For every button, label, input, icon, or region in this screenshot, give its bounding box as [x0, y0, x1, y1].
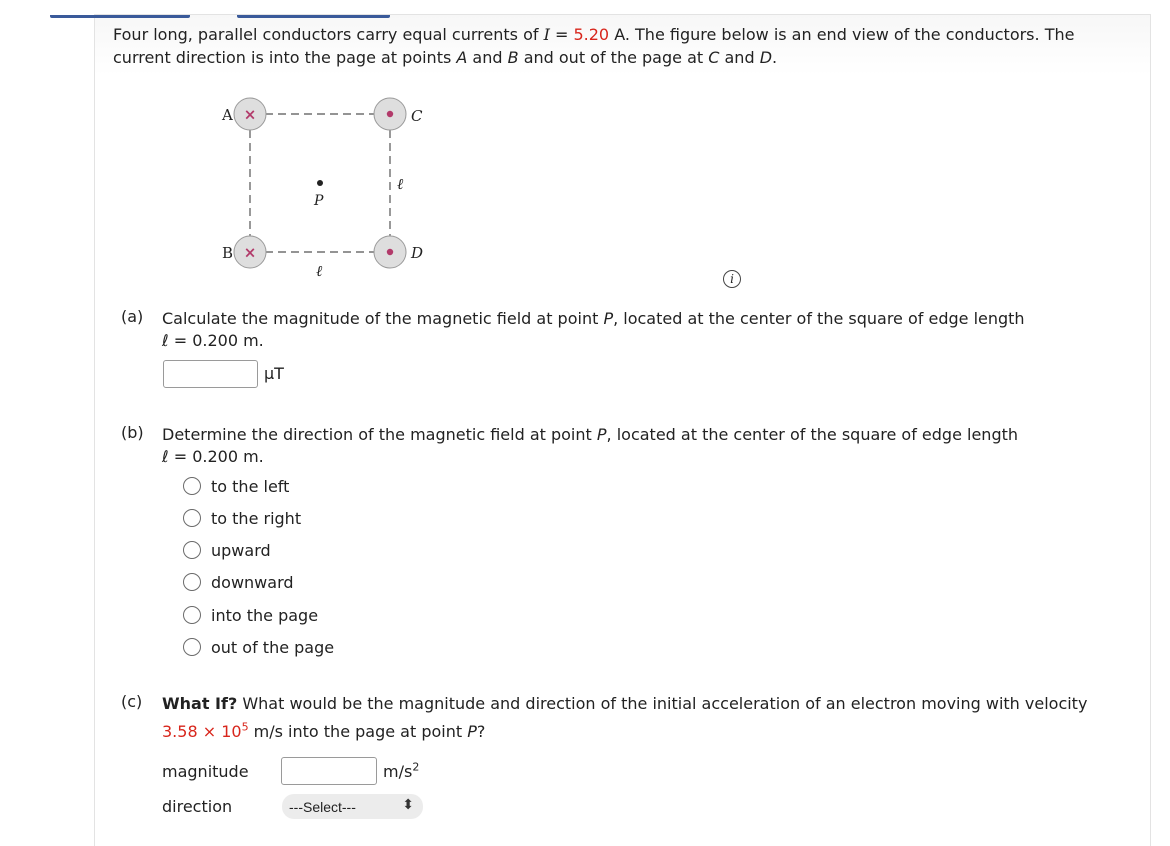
conductor-d	[374, 236, 406, 268]
radio-right[interactable]	[183, 509, 201, 527]
option-downward-label: downward	[211, 572, 294, 592]
select-chevron-icon: ⬍	[402, 796, 414, 812]
problem-statement-line2: current direction is into the page at points A and B and out of the page at C and D.	[113, 48, 778, 67]
part-c-label: (c)	[121, 692, 143, 711]
direction-label: direction	[162, 797, 233, 816]
option-out-of-page-label: out of the page	[211, 637, 335, 657]
out-of-page-icon-c	[387, 111, 393, 117]
option-downward[interactable]	[183, 570, 294, 594]
part-b-label: (b)	[121, 423, 144, 442]
label-c: C	[411, 107, 423, 125]
label-b: B	[222, 244, 234, 262]
direction-select-value: ---Select---	[289, 798, 356, 815]
conductor-c	[374, 98, 406, 130]
label-p: P	[314, 193, 324, 209]
label-d: D	[411, 244, 424, 262]
conductor-b	[234, 236, 266, 268]
label-a: A	[222, 106, 233, 124]
part-c-question-line1: What If? What would be the magnitude and direction of the initial acceleration of an electron moving with velocity	[162, 694, 1088, 713]
edge-length-label-bottom: ℓ	[316, 262, 323, 280]
edge-length-label-right: ℓ	[397, 175, 404, 193]
info-icon[interactable]: i	[723, 270, 741, 288]
part-c-question-line2: $3.58 \times 10^5$ m/s into the page at point P?	[162, 720, 486, 741]
direction-select[interactable]	[282, 794, 423, 819]
acceleration-magnitude-input[interactable]	[281, 757, 377, 785]
option-out-of-page[interactable]	[183, 635, 334, 659]
option-upward[interactable]	[183, 538, 271, 562]
option-left-label: to the left	[211, 476, 290, 496]
prev-tab-indicator	[50, 15, 190, 18]
part-a-question-line2: ℓ = 0.200 m.	[162, 331, 264, 350]
magnetic-field-input[interactable]	[163, 360, 258, 388]
part-b-question-line1: Determine the direction of the magnetic field at point P, located at the center of the square of edge length	[162, 425, 1019, 444]
radio-upward[interactable]	[183, 541, 201, 559]
into-page-icon-a: ×	[243, 105, 257, 124]
problem-statement-line1: Four long, parallel conductors carry equal currents of I = 5.20 A. The figure below is an end view of the conductors. The	[113, 25, 1075, 44]
out-of-page-icon-d	[387, 249, 393, 255]
radio-out-of-page[interactable]	[183, 638, 201, 656]
option-right[interactable]	[183, 506, 301, 530]
acceleration-unit: $m/s^2$	[383, 760, 420, 781]
conductor-a	[234, 98, 266, 130]
option-into-page-label: into the page	[211, 605, 319, 625]
part-a-question-line1: Calculate the magnitude of the magnetic field at point P, located at the center of the square of edge length	[162, 309, 1025, 328]
part-b-question-line2: ℓ = 0.200 m.	[162, 447, 264, 466]
into-page-icon-b: ×	[243, 243, 257, 262]
option-right-label: to the right	[211, 508, 302, 528]
option-upward-label: upward	[211, 540, 271, 560]
tab-indicator	[237, 15, 390, 18]
option-left[interactable]	[183, 474, 289, 498]
point-p-dot	[317, 180, 323, 186]
radio-into-page[interactable]	[183, 606, 201, 624]
part-a-label: (a)	[121, 307, 144, 326]
magnitude-label: magnitude	[162, 762, 249, 781]
radio-left[interactable]	[183, 477, 201, 495]
part-a-unit: μT	[264, 364, 284, 383]
option-into-page[interactable]	[183, 603, 318, 627]
radio-downward[interactable]	[183, 573, 201, 591]
conductor-figure	[200, 90, 440, 285]
